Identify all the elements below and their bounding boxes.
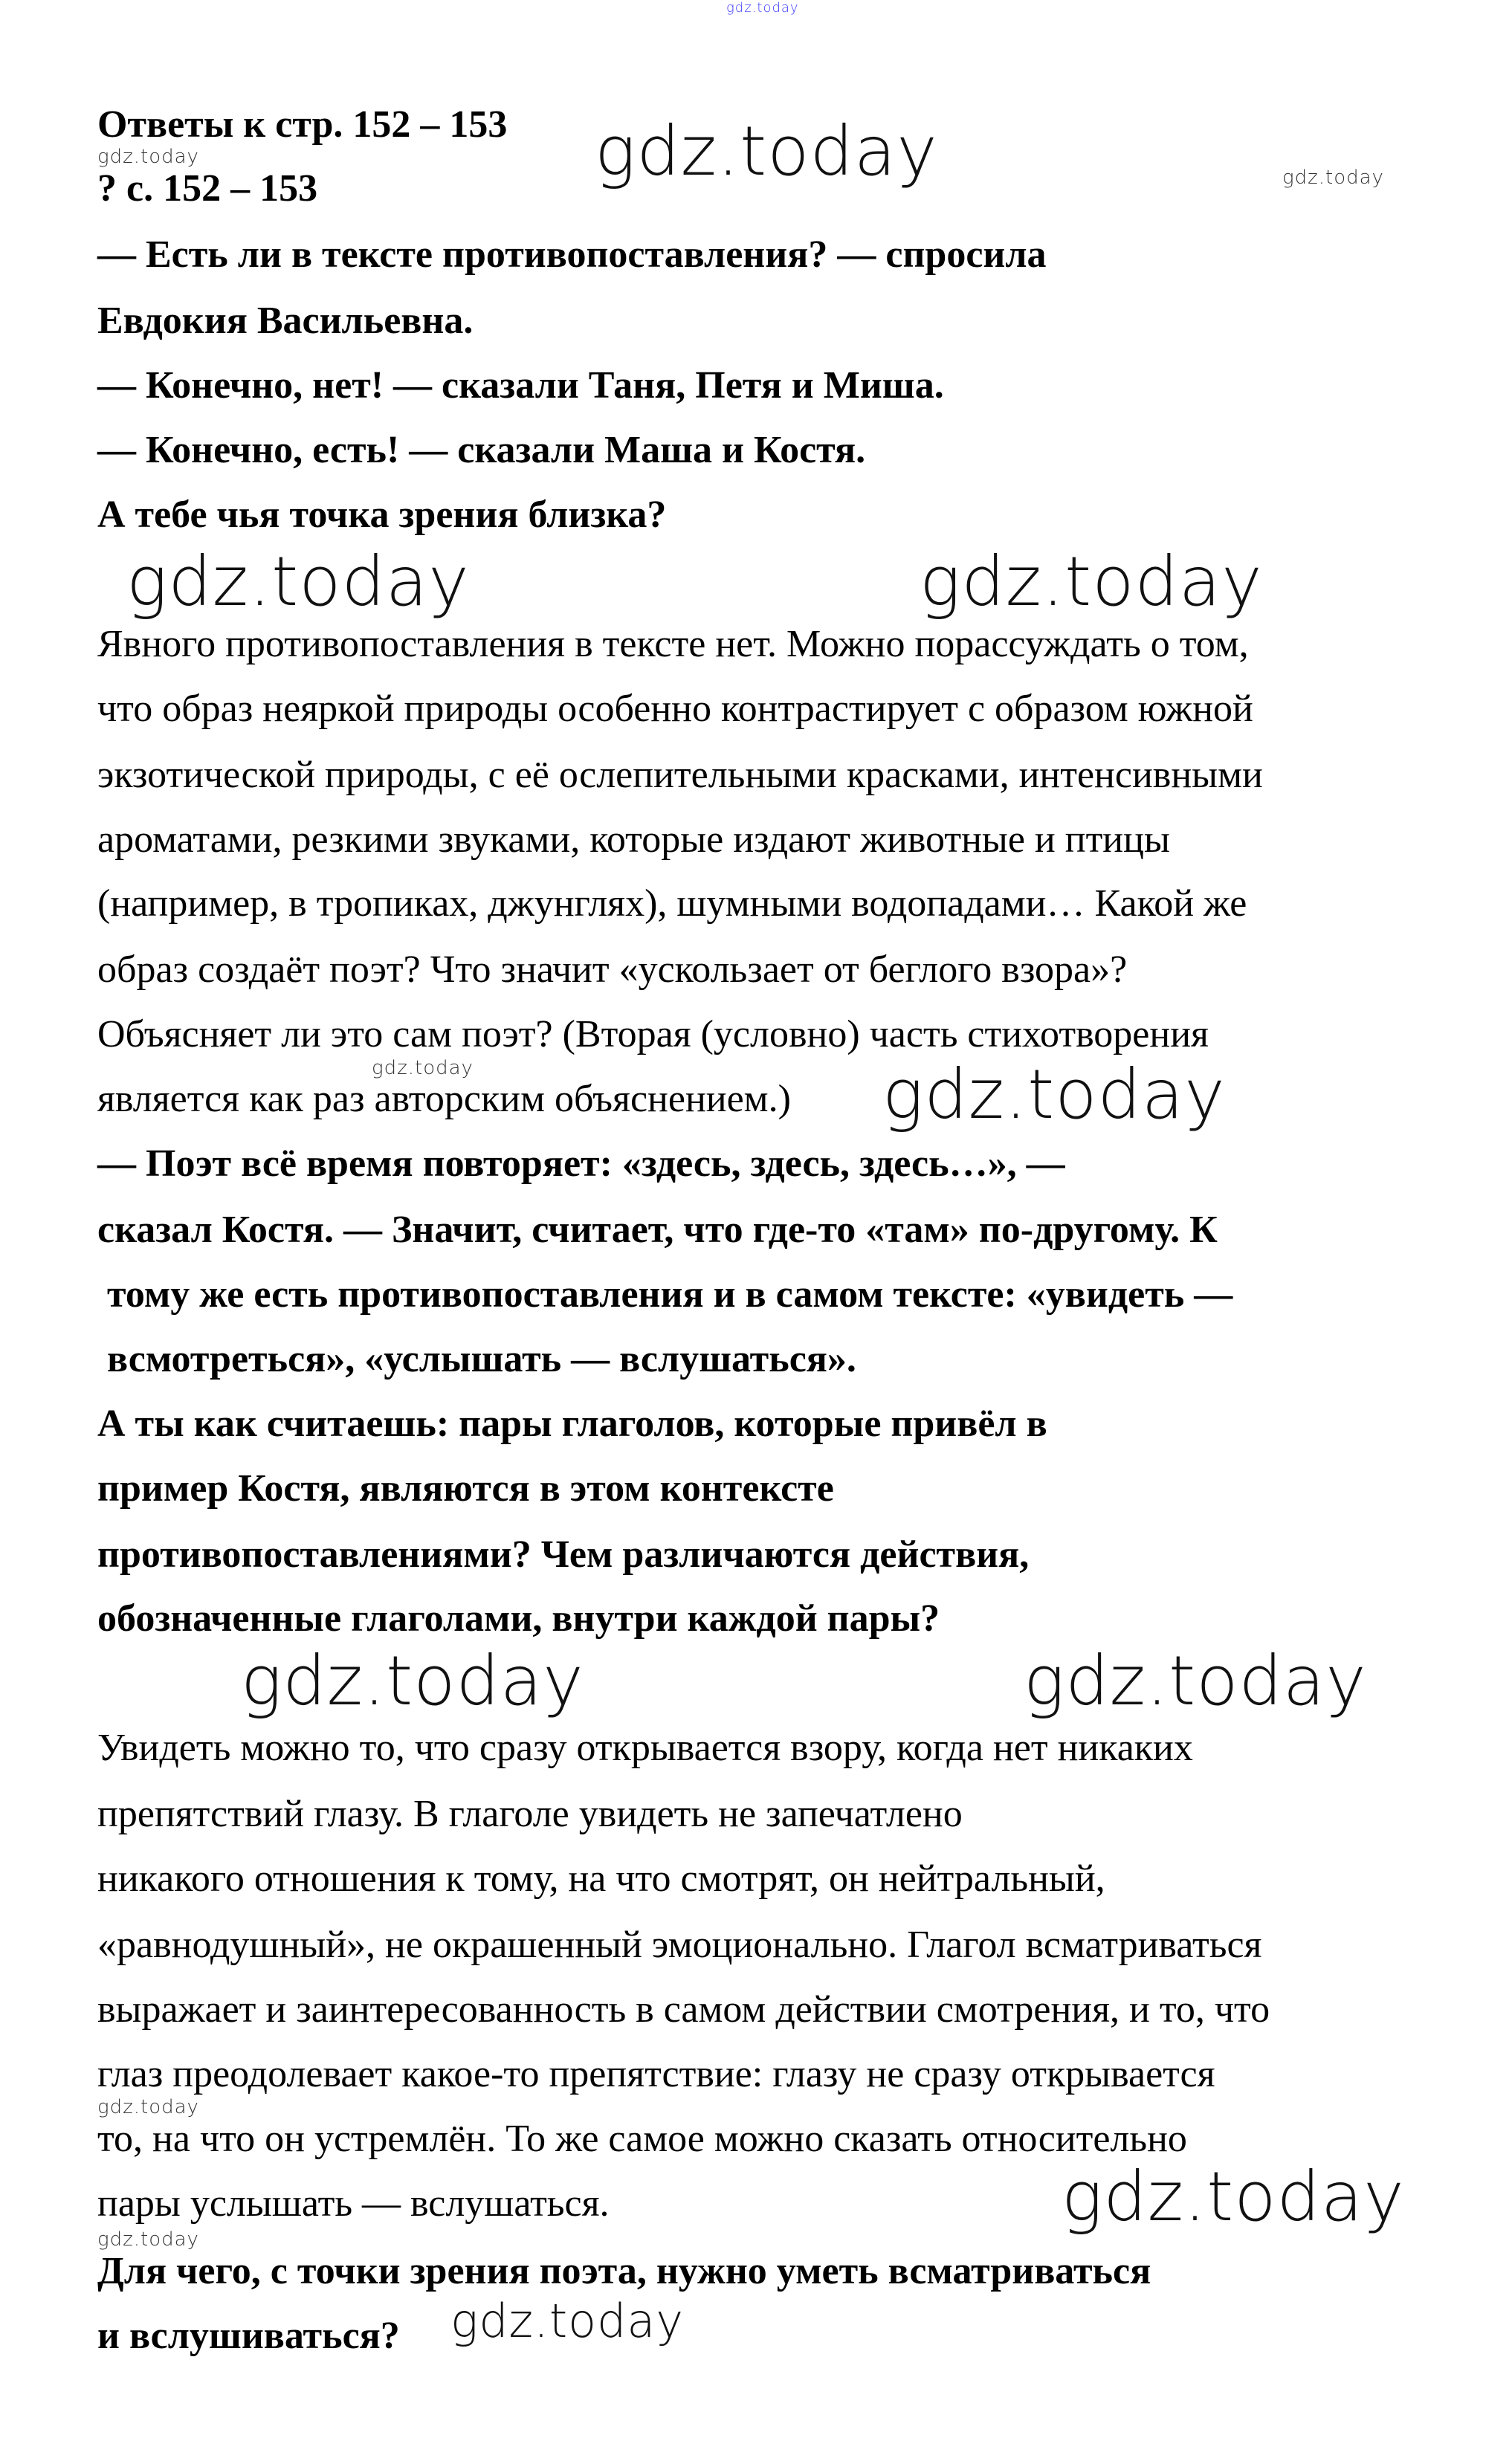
answer-line: то, на что он устремлён. То же самое можно сказать относительно [97, 2118, 1187, 2160]
watermark: gdz.today [1062, 2157, 1405, 2237]
answer-line: является как раз авторским объяснением.) [97, 1078, 791, 1120]
watermark: gdz.today [372, 1057, 474, 1079]
watermark: gdz.today [920, 542, 1263, 621]
question-line: тому же есть противопоставления и в самом тексте: «увидеть — [97, 1273, 1233, 1316]
answer-line: пары услышать — вслушаться. [97, 2182, 610, 2225]
answer-line: «равнодушный», не окрашенный эмоционально. Глагол всматриваться [97, 1924, 1262, 1966]
page-title: Ответы к стр. 152 – 153 [97, 103, 508, 146]
question-line: — Есть ли в тексте противопоставления? — спросила [97, 233, 1047, 276]
watermark: gdz.today [126, 542, 470, 621]
question-line: Евдокия Васильевна. [97, 300, 474, 342]
watermark: gdz.today [241, 1641, 584, 1721]
answer-line: никакого отношения к тому, на что смотрят, он нейтральный, [97, 1857, 1105, 1900]
answer-line: что образ неяркой природы особенно контрастирует с образом южной [97, 688, 1253, 730]
watermark: gdz.today [97, 2228, 199, 2251]
answer-line: экзотической природы, с её ослепительными красками, интенсивными [97, 754, 1263, 796]
watermark: gdz.today [97, 146, 199, 168]
watermark: gdz.today [97, 2096, 199, 2118]
answer-line: выражает и заинтересованность в самом действии смотрения, и то, что [97, 1988, 1270, 2031]
answer-line: ароматами, резкими звуками, которые издают животные и птицы [97, 818, 1170, 861]
question-line: А тебе чья точка зрения близка? [97, 494, 667, 536]
question-line: всмотреться», «услышать — вслушаться». [97, 1338, 856, 1380]
question-line: пример Костя, являются в этом контексте [97, 1467, 834, 1510]
watermark: gdz.today [595, 111, 938, 191]
question-line: — Конечно, есть! — сказали Маша и Костя. [97, 429, 866, 471]
answer-line: Увидеть можно то, что сразу открывается взору, когда нет никаких [97, 1727, 1193, 1769]
question-line: и вслушиваться? [97, 2315, 400, 2357]
answer-line: глаз преодолевает какое-то препятствие: глазу не сразу открывается [97, 2053, 1215, 2095]
page-subtitle: ? с. 152 – 153 [97, 167, 318, 210]
answer-line: Объясняет ли это сам поэт? (Вторая (условно) часть стихотворения [97, 1013, 1209, 1055]
watermark: gdz.today [450, 2294, 685, 2348]
watermark: gdz.today [882, 1055, 1226, 1134]
question-line: Для чего, с точки зрения поэта, нужно уметь всматриваться [97, 2250, 1151, 2292]
watermark: gdz.today [1282, 166, 1384, 189]
question-line: противопоставлениями? Чем различаются действия, [97, 1533, 1030, 1576]
question-line: — Поэт всё время повторяет: «здесь, здесь, здесь…», — [97, 1142, 1065, 1185]
question-line: — Конечно, нет! — сказали Таня, Петя и Миша. [97, 364, 944, 407]
answer-line: образ создаёт поэт? Что значит «ускользает от беглого взора»? [97, 948, 1128, 991]
watermark: gdz.today [1024, 1641, 1367, 1721]
answer-line: (например, в тропиках, джунглях), шумными водопадами… Какой же [97, 882, 1247, 925]
answer-line: препятствий глазу. В глаголе увидеть не запечатлено [97, 1793, 963, 1835]
answer-line: Явного противопоставления в тексте нет. Можно порассуждать о том, [97, 623, 1249, 665]
question-line: обозначенные глаголами, внутри каждой пары? [97, 1597, 940, 1640]
question-line: А ты как считаешь: пары глаголов, которые привёл в [97, 1403, 1047, 1445]
watermark: gdz.today [726, 0, 799, 16]
question-line: сказал Костя. — Значит, считает, что где-то «там» по-другому. К [97, 1209, 1218, 1251]
